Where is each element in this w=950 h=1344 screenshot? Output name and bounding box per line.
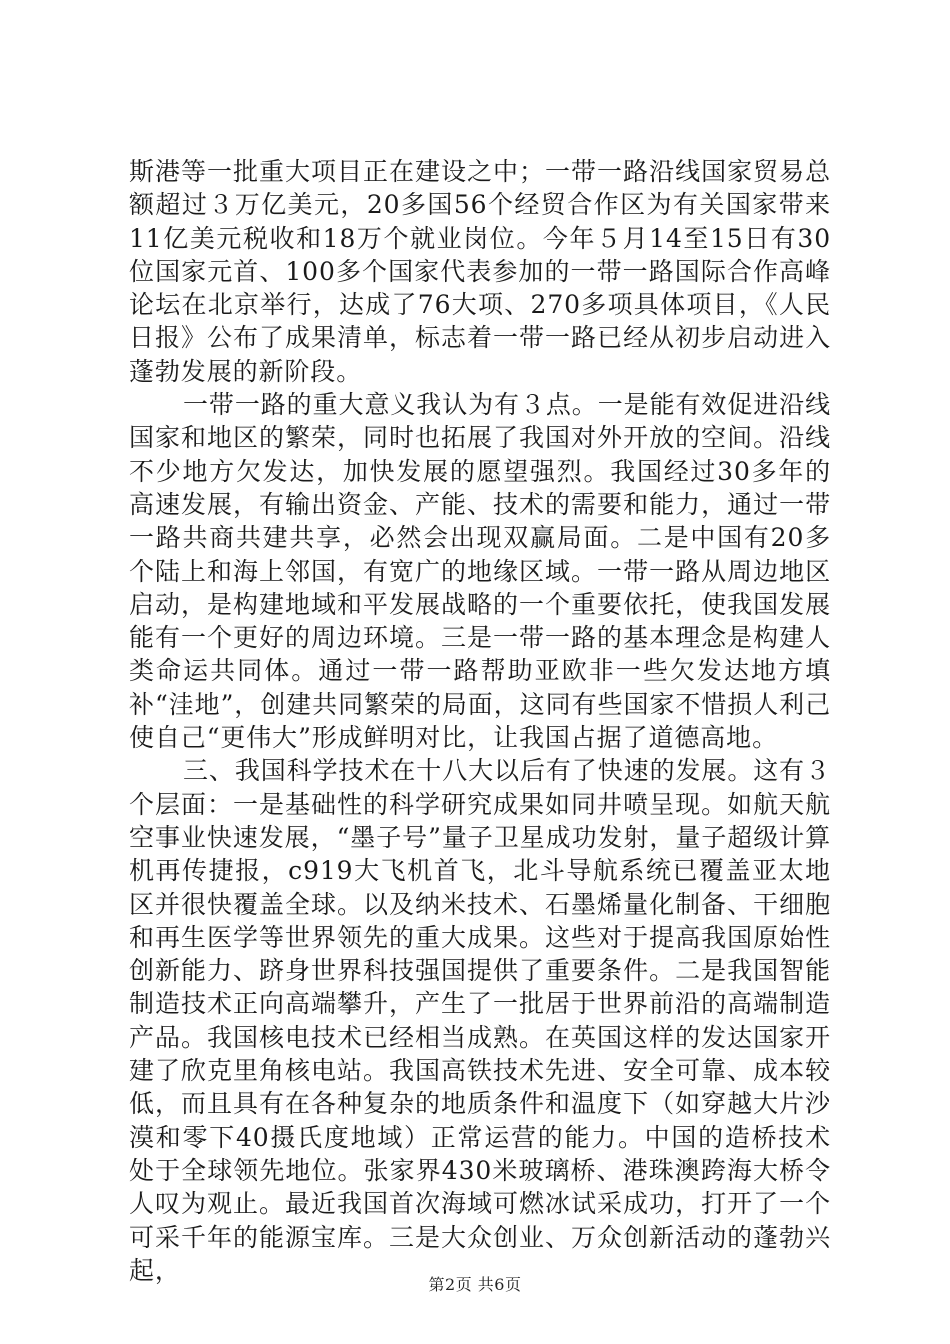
paragraph-science-technology: 三、我国科学技术在十八大以后有了快速的发展。这有３个层面：一是基础性的科学研究成果如同井喷呈现。如航天航空事业快速发展，“墨子号”量子卫星成功发射，量子超级计算机再传捷报，c919大飞机首飞，北斗导航系统已覆盖亚太地区并很快覆盖全球。以及纳米技术、石墨烯量化制备、干细胞和再生医学等世界领先的重大成果。这些对于提高我国原始性创新能力、跻身世界科技强国提供了重要条件。二是我国智能制造技术正向高端攀升，产生了一批居于世界前沿的高端制造产品。我国核电技术已经相当成熟。在英国这样的发达国家开建了欣克里角核电站。我国高铁技术先进、安全可靠、成本较低，而且具有在各种复杂的地质条件和温度下（如穿越大片沙漠和零下40摄氏度地域）正常运营的能力。中国的造桥技术处于全球领先地位。张家界430米玻璃桥、港珠澳跨海大桥令人叹为观止。最近我国首次海域可燃冰试采成功，打开了一个可采千年的能源宝库。三是大众创业、万众创新活动的蓬勃兴起， bbox=[129, 756, 831, 1285]
page-number-footer: 第2页 共6页 bbox=[428, 1275, 522, 1294]
paragraph-belt-road-progress: 斯港等一批重大项目正在建设之中；一带一路沿线国家贸易总额超过３万亿美元，20多国56个经贸合作区为有关国家带来11亿美元税收和18万个就业岗位。今年５月14至15日有30位国家元首、100多个国家代表参加的一带一路国际合作高峰论坛在北京举行，达成了76大项、270多项具体项目，《人民日报》公布了成果清单，标志着一带一路已经从初步启动进入蓬勃发展的新阶段。 bbox=[129, 157, 831, 386]
paragraph-belt-road-significance: 一带一路的重大意义我认为有３点。一是能有效促进沿线国家和地区的繁荣，同时也拓展了我国对外开放的空间。沿线不少地方欠发达，加快发展的愿望强烈。我国经过30多年的高速发展，有输出资金、产能、技术的需要和能力，通过一带一路共商共建共享，必然会出现双赢局面。二是中国有20多个陆上和海上邻国，有宽广的地缘区域。一带一路从周边地区启动，是构建地域和平发展战略的一个重要依托，使我国发展能有一个更好的周边环境。三是一带一路的基本理念是构建人类命运共同体。通过一带一路帮助亚欧非一些欠发达地方填补“洼地”，创建共同繁荣的局面，这同有些国家不惜损人利己使自己“更伟大”形成鲜明对比，让我国占据了道德高地。 bbox=[129, 390, 831, 753]
document-body bbox=[129, 155, 831, 1287]
